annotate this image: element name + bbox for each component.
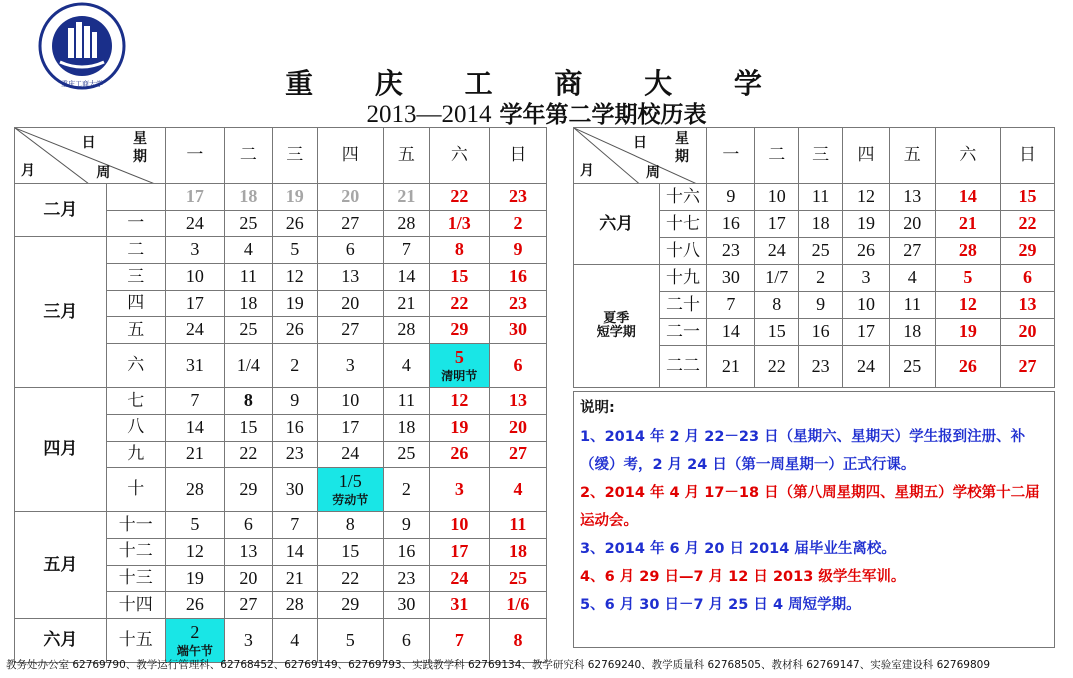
day-cell: 26: [843, 238, 890, 265]
day-cell: 10: [755, 184, 799, 211]
day-cell: 11: [889, 292, 935, 319]
holiday-label: 端午节: [176, 643, 213, 658]
academic-year: 2013—2014: [366, 101, 492, 128]
day-cell: 21: [383, 290, 429, 317]
note-item: 2、2014 年 4 月 17－18 日（第八周星期四、星期五）学校第十二届运动会。: [580, 485, 1040, 529]
day-cell: 22: [429, 290, 489, 317]
day-cell: 2: [799, 265, 843, 292]
day-cell: 18: [489, 538, 546, 565]
day-header-3: 三: [272, 128, 317, 184]
day-cell: 17: [755, 211, 799, 238]
day-cell: 5: [272, 237, 317, 264]
week-cell: 十二: [106, 538, 165, 565]
day-cell: 9: [272, 388, 317, 415]
day-cell: 27: [224, 592, 272, 619]
day-cell: 7: [383, 237, 429, 264]
week-cell: 八: [106, 414, 165, 441]
day-cell: 20: [489, 414, 546, 441]
day-cell: 6: [317, 237, 383, 264]
day-cell: 8: [429, 237, 489, 264]
notes-list: [580, 423, 1048, 619]
day-cell: 17: [165, 290, 224, 317]
day-cell: 1/3: [429, 210, 489, 237]
month-cell: 三月: [15, 237, 107, 388]
holiday-label: 清明节: [441, 368, 478, 383]
day-cell: 27: [889, 238, 935, 265]
corner-cell: [574, 128, 707, 184]
day-cell: 3: [224, 618, 272, 662]
day-cell: 11: [224, 264, 272, 291]
day-cell: 14: [272, 538, 317, 565]
corner-qi: 期: [133, 149, 147, 165]
day-cell: 27: [317, 317, 383, 344]
week-cell: 六: [106, 344, 165, 388]
month-cell: [574, 265, 660, 388]
day-cell: 23: [489, 184, 546, 211]
holiday-cell: [429, 344, 489, 388]
day-cell: 13: [889, 184, 935, 211]
week-cell: 十一: [106, 512, 165, 539]
day-cell: 22: [755, 346, 799, 388]
day-cell: 10: [843, 292, 890, 319]
day-cell: 3: [429, 468, 489, 512]
day-cell: 28: [272, 592, 317, 619]
day-cell: 25: [799, 238, 843, 265]
day-cell: 12: [935, 292, 1000, 319]
day-cell: 28: [383, 210, 429, 237]
day-cell: 23: [489, 290, 546, 317]
day-cell: 29: [317, 592, 383, 619]
day-cell: 9: [489, 237, 546, 264]
day-cell: 23: [707, 238, 755, 265]
day-cell: 22: [317, 565, 383, 592]
day-cell: 14: [165, 414, 224, 441]
day-cell: 18: [799, 211, 843, 238]
day-cell: 16: [383, 538, 429, 565]
day-cell: 30: [489, 317, 546, 344]
day-cell: 13: [489, 388, 546, 415]
week-cell: 二二: [659, 346, 707, 388]
day-cell: 14: [707, 319, 755, 346]
day-cell: 16: [272, 414, 317, 441]
day-cell: 30: [383, 592, 429, 619]
day-cell: 3: [317, 344, 383, 388]
day-cell: 23: [383, 565, 429, 592]
day-cell: 4: [224, 237, 272, 264]
day-cell: 2: [489, 210, 546, 237]
month-label-2: 短学期: [596, 325, 636, 340]
day-cell: 15: [429, 264, 489, 291]
note-item: 1、2014 年 2 月 22－23 日（星期六、星期天）学生报到注册、补（缓）考，2 月 24 日（第一周星期一）正式行课。: [580, 429, 1026, 473]
day-cell: 10: [429, 512, 489, 539]
day-cell: 24: [165, 317, 224, 344]
holiday-date: 5: [454, 347, 464, 368]
note-item: 3、2014 年 6 月 20 日 2014 届毕业生离校。: [580, 541, 896, 557]
week-cell: 十八: [659, 238, 707, 265]
month-cell: 六月: [15, 618, 107, 662]
day-cell: 21: [383, 184, 429, 211]
day-cell: 24: [317, 441, 383, 468]
day-cell: 26: [935, 346, 1000, 388]
day-cell: 15: [1000, 184, 1054, 211]
day-cell: 24: [843, 346, 890, 388]
day-cell: 27: [1000, 346, 1054, 388]
day-cell: 1/6: [489, 592, 546, 619]
day-cell: 6: [383, 618, 429, 662]
day-header-4: 四: [843, 128, 890, 184]
holiday-date: 2: [190, 621, 200, 642]
day-cell: 19: [272, 184, 317, 211]
day-header-6: 六: [935, 128, 1000, 184]
day-header-7: 日: [1000, 128, 1054, 184]
day-cell: 1/7: [755, 265, 799, 292]
corner-qi: 期: [675, 149, 689, 165]
day-cell: 22: [224, 441, 272, 468]
day-cell: 8: [224, 388, 272, 415]
table-row: [15, 237, 547, 264]
day-cell: 8: [317, 512, 383, 539]
day-cell: 31: [429, 592, 489, 619]
day-cell: 30: [707, 265, 755, 292]
day-cell: 11: [489, 512, 546, 539]
day-cell: 19: [165, 565, 224, 592]
corner-cell: [15, 128, 166, 184]
note-item: 4、6 月 29 日—7 月 12 日 2013 级学生军训。: [580, 569, 906, 585]
day-cell: 19: [935, 319, 1000, 346]
day-cell: 20: [1000, 319, 1054, 346]
day-cell: 25: [489, 565, 546, 592]
page-title: 重 庆 工 商 大 学: [285, 67, 788, 100]
week-cell: 十九: [659, 265, 707, 292]
day-cell: 17: [843, 319, 890, 346]
week-cell: 三: [106, 264, 165, 291]
table-row: [574, 184, 1055, 211]
corner-yue: 月: [21, 163, 35, 179]
day-cell: 22: [1000, 211, 1054, 238]
day-cell: 20: [317, 184, 383, 211]
day-cell: 3: [165, 237, 224, 264]
day-cell: 5: [935, 265, 1000, 292]
day-cell: 2: [383, 468, 429, 512]
footer-contacts: 教务处办公室 62769790、教学运行管理科、62768452、62769149、62769793、实践教学科 62769134、教学研究科 62769240、教学质量科 62768505、教材科 62769147、实验室建设科 62769809: [6, 659, 991, 671]
corner-ri: 日: [81, 135, 96, 151]
day-cell: 15: [224, 414, 272, 441]
day-cell: 21: [272, 565, 317, 592]
day-cell: 21: [935, 211, 1000, 238]
day-cell: 6: [489, 344, 546, 388]
day-cell: 2: [272, 344, 317, 388]
week-cell: 十四: [106, 592, 165, 619]
day-cell: 17: [317, 414, 383, 441]
day-cell: 21: [707, 346, 755, 388]
day-cell: 13: [1000, 292, 1054, 319]
day-cell: 24: [429, 565, 489, 592]
day-header-7: 日: [489, 128, 546, 184]
week-cell: 十: [106, 468, 165, 512]
table-row: [574, 265, 1055, 292]
day-cell: 21: [165, 441, 224, 468]
day-cell: 12: [429, 388, 489, 415]
day-header-2: 二: [755, 128, 799, 184]
day-cell: 28: [935, 238, 1000, 265]
day-cell: 26: [272, 210, 317, 237]
day-cell: 12: [272, 264, 317, 291]
day-cell: 23: [799, 346, 843, 388]
day-cell: 1/4: [224, 344, 272, 388]
day-cell: 13: [317, 264, 383, 291]
week-cell: 十六: [659, 184, 707, 211]
week-cell: 一: [106, 210, 165, 237]
day-cell: 6: [1000, 265, 1054, 292]
week-cell: 七: [106, 388, 165, 415]
month-cell: 四月: [15, 388, 107, 512]
day-cell: 4: [272, 618, 317, 662]
table-row: [15, 388, 547, 415]
right-calendar-table: [573, 127, 1055, 388]
day-cell: 31: [165, 344, 224, 388]
day-cell: 30: [272, 468, 317, 512]
month-cell: 六月: [574, 184, 660, 265]
day-cell: 4: [489, 468, 546, 512]
day-cell: 29: [429, 317, 489, 344]
day-cell: 6: [224, 512, 272, 539]
notes-title: 说明:: [580, 400, 615, 416]
day-cell: 20: [317, 290, 383, 317]
day-cell: 3: [843, 265, 890, 292]
day-cell: 17: [165, 184, 224, 211]
day-cell: 14: [935, 184, 1000, 211]
notes-box: [573, 391, 1055, 648]
day-cell: 26: [429, 441, 489, 468]
week-cell: 五: [106, 317, 165, 344]
day-cell: 13: [224, 538, 272, 565]
week-cell: 二十: [659, 292, 707, 319]
day-cell: 28: [383, 317, 429, 344]
day-cell: 18: [383, 414, 429, 441]
day-header-1: 一: [165, 128, 224, 184]
day-cell: 16: [707, 211, 755, 238]
day-cell: 14: [383, 264, 429, 291]
day-header-5: 五: [889, 128, 935, 184]
day-cell: 15: [317, 538, 383, 565]
day-cell: 17: [429, 538, 489, 565]
subtitle-text: 学年第二学期校历表: [499, 102, 707, 128]
month-label: 夏季: [603, 310, 630, 326]
corner-zhou: 周: [646, 165, 661, 181]
day-cell: 19: [429, 414, 489, 441]
header-row: [574, 128, 1055, 184]
corner-xing: 星: [675, 131, 689, 147]
week-cell: 十三: [106, 565, 165, 592]
holiday-label: 劳动节: [332, 492, 369, 507]
holiday-date: 1/5: [338, 471, 362, 492]
corner-ri: 日: [632, 135, 647, 151]
day-cell: 15: [755, 319, 799, 346]
day-cell: 10: [317, 388, 383, 415]
holiday-cell: [317, 468, 383, 512]
day-header-2: 二: [224, 128, 272, 184]
day-cell: 24: [755, 238, 799, 265]
day-cell: 7: [707, 292, 755, 319]
month-cell: 二月: [15, 184, 107, 237]
day-cell: 9: [383, 512, 429, 539]
day-cell: 20: [889, 211, 935, 238]
day-cell: 23: [272, 441, 317, 468]
day-cell: 19: [843, 211, 890, 238]
day-header-5: 五: [383, 128, 429, 184]
week-cell: 十七: [659, 211, 707, 238]
corner-yue: 月: [580, 163, 594, 179]
day-cell: 25: [224, 317, 272, 344]
table-row: [15, 184, 547, 211]
day-cell: 22: [429, 184, 489, 211]
header-row: [15, 128, 547, 184]
day-cell: 18: [224, 290, 272, 317]
day-cell: 12: [165, 538, 224, 565]
note-item: 5、6 月 30 日－7 月 25 日 4 周短学期。: [580, 597, 861, 613]
day-cell: 25: [889, 346, 935, 388]
day-cell: 28: [165, 468, 224, 512]
day-cell: 11: [799, 184, 843, 211]
day-cell: 27: [489, 441, 546, 468]
day-cell: 4: [889, 265, 935, 292]
day-cell: 9: [799, 292, 843, 319]
day-cell: 16: [489, 264, 546, 291]
day-cell: 10: [165, 264, 224, 291]
day-header-4: 四: [317, 128, 383, 184]
day-header-3: 三: [799, 128, 843, 184]
day-cell: 29: [1000, 238, 1054, 265]
day-header-6: 六: [429, 128, 489, 184]
day-cell: 29: [224, 468, 272, 512]
day-cell: 16: [799, 319, 843, 346]
day-cell: 11: [383, 388, 429, 415]
day-cell: 19: [272, 290, 317, 317]
day-header-1: 一: [707, 128, 755, 184]
week-cell: 二: [106, 237, 165, 264]
left-calendar-table: [14, 127, 547, 663]
day-cell: 7: [272, 512, 317, 539]
page-subtitle: [0, 96, 1073, 129]
day-cell: 5: [165, 512, 224, 539]
day-cell: 25: [383, 441, 429, 468]
day-cell: 27: [317, 210, 383, 237]
day-cell: 8: [489, 618, 546, 662]
day-cell: 8: [755, 292, 799, 319]
day-cell: 20: [224, 565, 272, 592]
week-cell: 九: [106, 441, 165, 468]
week-cell: 十五: [106, 618, 165, 662]
svg-text:重庆工商大学: 重庆工商大学: [61, 80, 103, 88]
day-cell: 5: [317, 618, 383, 662]
table-row: [15, 512, 547, 539]
day-cell: 26: [165, 592, 224, 619]
day-cell: 24: [165, 210, 224, 237]
table-row: [15, 618, 547, 662]
day-cell: 26: [272, 317, 317, 344]
day-cell: 4: [383, 344, 429, 388]
day-cell: 18: [889, 319, 935, 346]
corner-zhou: 周: [96, 165, 111, 181]
day-cell: 7: [165, 388, 224, 415]
day-cell: 7: [429, 618, 489, 662]
day-cell: 9: [707, 184, 755, 211]
month-cell: 五月: [15, 512, 107, 619]
day-cell: 18: [224, 184, 272, 211]
week-cell: [106, 184, 165, 211]
week-cell: 四: [106, 290, 165, 317]
corner-xing: 星: [133, 131, 147, 147]
week-cell: 二一: [659, 319, 707, 346]
holiday-cell: [165, 618, 224, 662]
day-cell: 25: [224, 210, 272, 237]
day-cell: 12: [843, 184, 890, 211]
